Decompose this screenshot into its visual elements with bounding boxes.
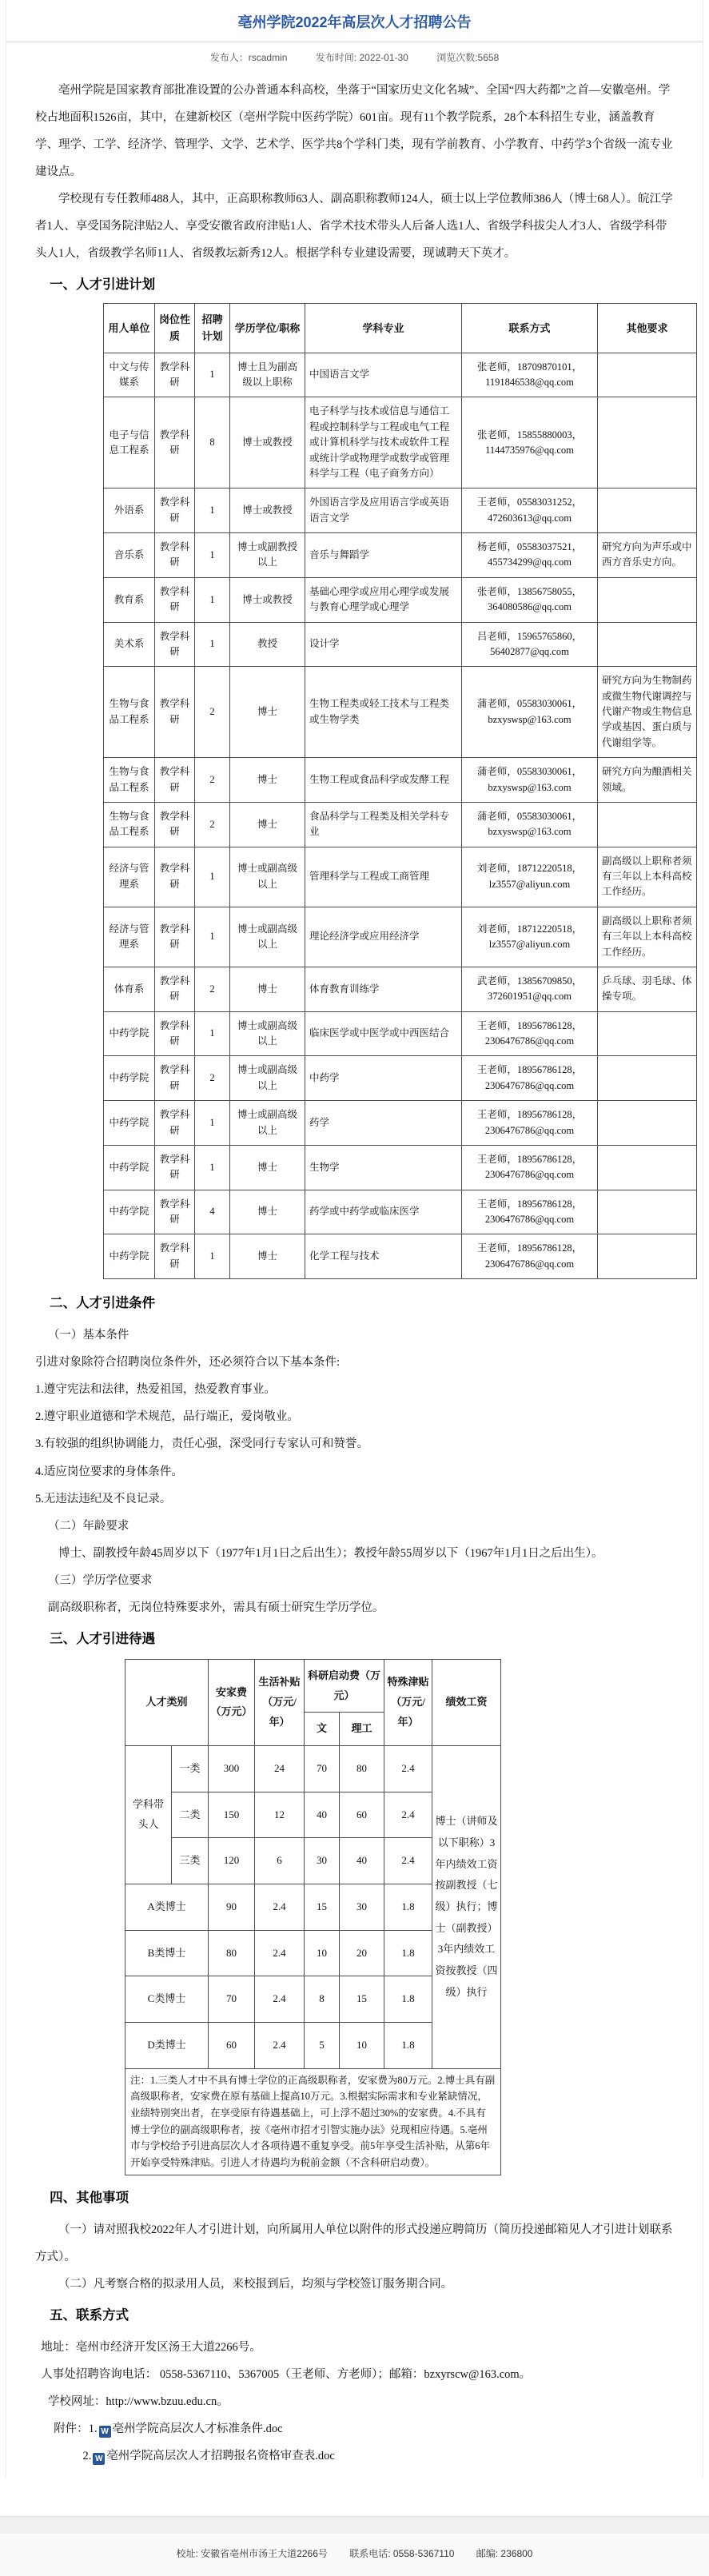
plan-cell-nature: 教学科研 [155,1145,195,1190]
plan-cell-degree: 博士或副高级以上 [230,1011,305,1056]
treatment-header-category: 人才类别 [125,1659,209,1745]
plan-header-other: 其他要求 [598,304,697,353]
condition-line: 3.有较强的组织协调能力，责任心强，深受同行专家认可和赞誉。 [35,1438,368,1451]
intro-paragraph-1: 亳州学院是国家教育部批准设置的公办普通本科高校，坐落于“国家历史文化名城”、全国“四大药都”之首—安徽亳州。学校占地面积1526亩，其中，在建新校区（亳州学院中医药学院）601亩。现有11个教学院系，28个本科招生专业，涵盖教育学、理学、工学、经济学、管理学、文学、艺术学、医学共8个学科门类，现有学前教育、小学教育、中药学3个省级一流专业建设点。 [35,84,673,179]
plan-row [104,622,697,667]
plan-cell-nature: 教学科研 [155,622,195,667]
condition-line: 2.遵守职业道德和学术规范，品行端正，爱岗敬业。 [35,1410,299,1424]
plan-cell-other: 副高级以上职称者须有三年以上本科高校工作经历。 [598,847,697,907]
plan-cell-nature: 教学科研 [155,353,195,397]
attachment-number: 1. [88,2422,98,2435]
treatment-cell-special: 1.8 [384,1976,432,2023]
treatment-cell-label: 二类 [172,1792,209,1838]
announcement-body [6,70,703,2470]
plan-cell-count: 1 [195,353,230,397]
announcement-page [6,0,703,2478]
treatment-cell-ligong: 10 [340,2023,384,2069]
plan-cell-degree: 博士 [230,967,305,1011]
treatment-cell-special: 2.4 [384,1838,432,1884]
plan-row [104,1234,697,1279]
treatment-cell-ligong: 15 [340,1976,384,2023]
section4-heading: 四、其他事项 [50,2190,129,2205]
plan-cell-nature: 教学科研 [155,1234,195,1279]
treatment-header-research: 科研启动费（万元） [305,1659,384,1712]
treatment-cell-living: 6 [255,1838,305,1884]
plan-cell-unit: 电子与信息工程系 [104,397,155,488]
plan-cell-count: 1 [195,1234,230,1279]
plan-cell-contact: 吕老师，15965765860，56402877@qq.com [462,622,598,667]
view-count-label: 浏览次数: [436,52,478,63]
publish-time-value: 2022-01-30 [359,52,408,63]
attachment-link-1[interactable]: 亳州学院高层次人才标准条件.doc [112,2422,283,2435]
plan-cell-other [598,802,697,847]
plan-cell-unit: 中药学院 [104,1190,155,1234]
treatment-cell-special: 1.8 [384,2023,432,2069]
section5-heading: 五、联系方式 [50,2307,129,2323]
plan-cell-contact: 王老师，18956786128，2306476786@qq.com [462,1190,598,1234]
treatment-cell-label: 一类 [172,1745,209,1792]
plan-cell-degree: 博士或副高级以上 [230,1101,305,1146]
plan-cell-count: 1 [195,577,230,622]
plan-cell-degree: 博士或副教授以上 [230,533,305,578]
page-title: 亳州学院2022年高层次人才招聘公告 [237,14,472,30]
attachment-number: 2. [82,2449,92,2462]
plan-cell-nature: 教学科研 [155,1101,195,1146]
plan-cell-count: 1 [195,1145,230,1190]
plan-cell-unit: 教育系 [104,577,155,622]
view-count-value: 5658 [477,52,500,63]
publisher [210,52,288,63]
treatment-cell-living: 2.4 [255,1884,305,1931]
treatment-cell-settling: 60 [209,2023,255,2069]
treatment-cell-living: 2.4 [255,1930,305,1976]
plan-cell-major: 生物工程或食品科学或发酵工程 [305,758,462,803]
plan-cell-unit: 音乐系 [104,533,155,578]
plan-cell-nature: 教学科研 [155,1190,195,1234]
plan-cell-other: 研究方向为酿酒相关领域。 [598,758,697,803]
treatment-header-merit: 绩效工资 [432,1659,501,1745]
plan-cell-contact: 蒲老师，05583030061，bzxyswsp@163.com [462,802,598,847]
plan-cell-nature: 教学科研 [155,1056,195,1101]
plan-header-unit: 用人单位 [104,304,155,353]
treatment-cell-wen: 30 [305,1838,340,1884]
plan-cell-unit: 经济与管理系 [104,847,155,907]
other-item: （一）请对照我校2022年人才引进计划，向所属用人单位以附件的形式投递应聘简历（简历投递邮箱见人才引进计划联系方式）。 [35,2223,673,2263]
treatment-cell-label: 三类 [172,1838,209,1884]
plan-header-contact: 联系方式 [462,304,598,353]
plan-cell-degree: 博士 [230,1145,305,1190]
footer-phone: 联系电话: 0558-5367110 [349,2548,455,2560]
view-count [436,52,499,63]
plan-header-nature: 岗位性质 [155,304,195,353]
plan-cell-nature: 教学科研 [155,1011,195,1056]
footer-address: 校址: 安徽省亳州市汤王大道2266号 [176,2548,328,2560]
condition-line: （一）基本条件 [47,1329,129,1342]
plan-cell-contact: 张老师，15855880003，1144735976@qq.com [462,397,598,488]
plan-cell-contact: 蒲老师，05583030061，bzxyswsp@163.com [462,758,598,803]
plan-cell-degree: 博士或教授 [230,488,305,533]
plan-cell-nature: 教学科研 [155,667,195,758]
treatment-cell-special: 1.8 [384,1930,432,1976]
plan-cell-contact: 张老师，18709870101，1191846538@qq.com [462,353,598,397]
plan-row [104,967,697,1011]
plan-cell-count: 1 [195,488,230,533]
publisher-value: rscadmin [248,52,288,63]
plan-header-count: 招聘计划 [195,304,230,353]
plan-cell-major: 临床医学或中医学或中西医结合 [305,1011,462,1056]
treatment-cell-settling: 70 [209,1976,255,2023]
treatment-cell-settling: 80 [209,1930,255,1976]
treatment-cell-wen: 8 [305,1976,340,2023]
plan-cell-other: 研究方向为声乐或中西方音乐史方向。 [598,533,697,578]
word-doc-icon: W [93,2453,105,2465]
plan-cell-major: 基础心理学或应用心理学或发展与教育心理学或心理学 [305,577,462,622]
treatment-cell-ligong: 20 [340,1930,384,1976]
treatment-cell-wen: 70 [305,1745,340,1792]
condition-line: 博士、副教授年龄45周岁以下（1977年1月1日之后出生）；教授年龄55周岁以下（1967年1月1日之后出生）。 [58,1546,603,1560]
plan-row [104,397,697,488]
treatment-cell-ligong: 40 [340,1838,384,1884]
treatment-header-row [125,1659,501,1712]
treatment-cell-ligong: 80 [340,1745,384,1792]
plan-row [104,1145,697,1190]
attachments-label: 附件： [54,2422,89,2435]
plan-cell-contact: 武老师，13856709850，372601951@qq.com [462,967,598,1011]
treatment-cell-living: 12 [255,1792,305,1838]
plan-table-body [104,353,697,1279]
plan-cell-degree: 教授 [230,622,305,667]
plan-cell-degree: 博士 [230,1190,305,1234]
plan-cell-unit: 生物与食品工程系 [104,758,155,803]
plan-cell-nature: 教学科研 [155,847,195,907]
plan-cell-contact: 王老师，18956786128，2306476786@qq.com [462,1056,598,1101]
plan-cell-other [598,353,697,397]
word-doc-icon: W [99,2426,111,2438]
plan-cell-count: 8 [195,397,230,488]
plan-cell-other [598,1056,697,1101]
treatment-cell-label: D类博士 [125,2023,209,2069]
plan-cell-unit: 外语系 [104,488,155,533]
plan-cell-unit: 体育系 [104,967,155,1011]
plan-cell-unit: 经济与管理系 [104,907,155,967]
treatment-cell-merit: 博士（讲师及以下职称）3年内绩效工资按副教授（七级）执行；博士（副教授）3年内绩效工资按教授（四级）执行 [432,1745,501,2068]
section2-heading: 二、人才引进条件 [50,1296,156,1311]
treatment-row [125,1745,501,1792]
treatment-cell-label: A类博士 [125,1884,209,1931]
plan-cell-unit: 生物与食品工程系 [104,802,155,847]
attachment-link-2[interactable]: 亳州学院高层次人才招聘报名资格审查表.doc [106,2449,335,2462]
treatment-cell-settling: 90 [209,1884,255,1931]
plan-cell-degree: 博士 [230,758,305,803]
treatment-note-row [125,2068,501,2175]
plan-cell-major: 生物学 [305,1145,462,1190]
plan-cell-unit: 中药学院 [104,1011,155,1056]
other-item: （二）凡考察合格的拟录用人员，来校报到后，均须与学校签订服务期合同。 [58,2277,452,2291]
plan-cell-nature: 教学科研 [155,533,195,578]
plan-cell-contact: 刘老师，18712220518，lz3557@aliyun.com [462,847,598,907]
treatment-cell-living: 2.4 [255,2023,305,2069]
plan-cell-contact: 王老师，18956786128，2306476786@qq.com [462,1011,598,1056]
plan-cell-unit: 美术系 [104,622,155,667]
publisher-label: 发布人： [209,52,249,63]
treatment-cell-wen: 15 [305,1884,340,1931]
treatment-cell-living: 24 [255,1745,305,1792]
treatment-cell-special: 2.4 [384,1792,432,1838]
attachment-row-2 [35,2442,674,2470]
plan-cell-unit: 中药学院 [104,1101,155,1146]
plan-cell-major: 电子科学与技术或信息与通信工程或控制科学与工程或电气工程或计算机科学与技术或软件工程或统计学或物理学或数学或管理科学与工程（电子商务方向） [305,397,462,488]
plan-cell-count: 2 [195,667,230,758]
treatment-cell-leader: 学科带头人 [125,1745,172,1884]
treatment-cell-label: C类博士 [125,1976,209,2023]
plan-cell-degree: 博士或教授 [230,577,305,622]
plan-cell-contact: 蒲老师，05583030061，bzxyswsp@163.com [462,667,598,758]
plan-cell-other [598,1011,697,1056]
plan-row [104,802,697,847]
plan-cell-count: 1 [195,533,230,578]
plan-cell-other [598,397,697,488]
treatment-cell-special: 1.8 [384,1884,432,1931]
plan-header-major: 学科专业 [305,304,462,353]
plan-cell-degree: 博士 [230,667,305,758]
plan-header-degree: 学历学位/职称 [230,304,305,353]
treatment-header-wen: 文 [305,1713,340,1746]
meta-bar [6,42,703,70]
plan-cell-degree: 博士 [230,802,305,847]
treatment-cell-ligong: 30 [340,1884,384,1931]
plan-row [104,1056,697,1101]
plan-cell-other [598,622,697,667]
treatment-cell-living: 2.4 [255,1976,305,2023]
plan-cell-major: 化学工程与技术 [305,1234,462,1279]
plan-header-row [104,304,697,353]
publish-time-label: 发布时间: [315,52,360,63]
plan-cell-degree: 博士 [230,1234,305,1279]
plan-cell-contact: 王老师，18956786128，2306476786@qq.com [462,1234,598,1279]
plan-cell-contact: 王老师，05583031252，472603613@qq.com [462,488,598,533]
plan-cell-contact: 王老师，18956786128，2306476786@qq.com [462,1101,598,1146]
contact-address-line: 地址：亳州市经济开发区汤王大道2266号。 [41,2340,261,2354]
treatment-cell-label: B类博士 [125,1930,209,1976]
plan-cell-count: 1 [195,847,230,907]
plan-cell-unit: 中药学院 [104,1234,155,1279]
plan-cell-other [598,1190,697,1234]
plan-cell-other: 乒乓球、羽毛球、体操专项。 [598,967,697,1011]
condition-line: 副高级职称者，无岗位特殊要求外，需具有硕士研究生学历学位。 [47,1601,384,1614]
plan-row [104,667,697,758]
footer-divider [0,2516,709,2534]
condition-line: （二）年龄要求 [47,1519,129,1533]
plan-cell-major: 设计学 [305,622,462,667]
plan-row [104,1011,697,1056]
plan-cell-nature: 教学科研 [155,907,195,967]
plan-cell-contact: 张老师，13856758055，364080586@qq.com [462,577,598,622]
plan-cell-contact: 刘老师，18712220518，lz3557@aliyun.com [462,907,598,967]
plan-cell-other [598,488,697,533]
plan-row [104,353,697,397]
condition-line: 引进对象除符合招聘岗位条件外，还必须符合以下基本条件: [35,1356,341,1370]
plan-cell-other: 研究方向为生物制药或微生物代谢调控与代谢产物或生物信息学或基因、蛋白质与代谢组学等。 [598,667,697,758]
treatment-cell-special: 2.4 [384,1745,432,1792]
treatment-note: 注：1.三类人才中不具有博士学位的正高级职称者，安家费为80万元。2.博士具有副高级职称者，安家费在原有基础上提高10万元。3.根据实际需求和专业紧缺情况，业绩特别突出者，在享受原有待遇基础上，可上浮不超过30%的安家费。4.不具有博士学位的副高级职称者，按《亳州市招才引智实施办法》兑现相应待遇。5.亳州市与学校给予引进高层次人才各项待遇不重复享受。前5年享受生活补贴，从第6年开始享受特殊津贴。引进人才待遇均为税前金额（不含科研启动费）。 [125,2068,501,2175]
plan-cell-major: 药学 [305,1101,462,1146]
treatment-header-special: 特殊津贴（万元/年） [384,1659,432,1745]
treatment-header-ligong: 理工 [340,1713,384,1746]
section1-heading: 一、人才引进计划 [50,277,156,293]
section3-heading: 三、人才引进待遇 [50,1631,156,1646]
intro-paragraph-2: 学校现有专任教师488人，其中，正高职称教师63人、副高职称教师124人，硕士以上学位教师386人（博士68人）。皖江学者1人、享受国务院津贴2人、享受安徽省政府津贴1人、省学术技术带头人后备人选1人、省级学科拔尖人才3人、省级学科带头人1人，省级教学名师11人、省级教坛新秀12人。根据学科专业建设需要，现诚聘天下英才。 [35,193,673,261]
treatment-cell-ligong: 60 [340,1792,384,1838]
condition-line: （三）学历学位要求 [47,1573,153,1587]
treatment-cell-settling: 150 [209,1792,255,1838]
plan-cell-major: 中药学 [305,1056,462,1101]
plan-cell-unit: 中药学院 [104,1145,155,1190]
page-footer [0,2534,709,2576]
plan-cell-major: 中国语言文学 [305,353,462,397]
plan-cell-count: 1 [195,1011,230,1056]
treatment-cell-wen: 40 [305,1792,340,1838]
plan-row [104,1101,697,1146]
plan-cell-other: 副高级以上职称者须有三年以上本科高校工作经历。 [598,907,697,967]
treatment-header-living: 生活补贴（万元/年） [255,1659,305,1745]
recruitment-plan-table [103,303,697,1279]
plan-cell-degree: 博士或教授 [230,397,305,488]
plan-cell-unit: 中药学院 [104,1056,155,1101]
plan-cell-degree: 博士或副高级以上 [230,1056,305,1101]
plan-cell-major: 外国语言学及应用语言学或英语语言文学 [305,488,462,533]
plan-cell-major: 音乐与舞蹈学 [305,533,462,578]
treatment-table [125,1659,501,2175]
treatment-cell-wen: 5 [305,2023,340,2069]
plan-cell-count: 2 [195,758,230,803]
plan-cell-count: 2 [195,1056,230,1101]
condition-line: 1.遵守宪法和法律，热爱祖国，热爱教育事业。 [35,1383,276,1397]
treatment-cell-settling: 300 [209,1745,255,1792]
plan-cell-major: 药学或中药学或临床医学 [305,1190,462,1234]
plan-cell-count: 2 [195,802,230,847]
plan-cell-major: 体育教育训练学 [305,967,462,1011]
plan-cell-nature: 教学科研 [155,488,195,533]
plan-cell-nature: 教学科研 [155,397,195,488]
plan-row [104,758,697,803]
plan-cell-nature: 教学科研 [155,758,195,803]
plan-cell-degree: 博士或副高级以上 [230,907,305,967]
plan-row [104,847,697,907]
plan-cell-other [598,577,697,622]
plan-cell-count: 1 [195,1101,230,1146]
plan-cell-major: 生物工程类或轻工技术与工程类或生物学类 [305,667,462,758]
contact-phone-line: 人事处招聘咨询电话： 0558-5367110、5367005（王老师、方老师）；邮箱：bzxyrscw@163.com。 [41,2367,532,2381]
plan-cell-count: 1 [195,907,230,967]
plan-cell-count: 4 [195,1190,230,1234]
plan-cell-major: 管理科学与工程或工商管理 [305,847,462,907]
plan-cell-unit: 生物与食品工程系 [104,667,155,758]
condition-line: 5.无违法违纪及不良记录。 [35,1492,172,1505]
treatment-cell-wen: 10 [305,1930,340,1976]
plan-cell-unit: 中文与传媒系 [104,353,155,397]
plan-row [104,488,697,533]
footer-zip: 邮编: 236800 [476,2548,533,2560]
contact-website-line: 学校网址：http://www.bzuu.edu.cn。 [47,2395,229,2408]
plan-cell-contact: 王老师，18956786128，2306476786@qq.com [462,1145,598,1190]
plan-cell-count: 1 [195,622,230,667]
publish-time [316,52,408,63]
treatment-header-settling: 安家费（万元） [209,1659,255,1745]
plan-row [104,907,697,967]
plan-cell-count: 2 [195,967,230,1011]
plan-cell-contact: 杨老师，05583037521，455734299@qq.com [462,533,598,578]
plan-cell-nature: 教学科研 [155,967,195,1011]
plan-row [104,1190,697,1234]
plan-cell-other [598,1145,697,1190]
plan-cell-degree: 博士且为副高级以上职称 [230,353,305,397]
treatment-cell-settling: 120 [209,1838,255,1884]
plan-row [104,577,697,622]
plan-cell-major: 食品科学与工程类及相关学科专业 [305,802,462,847]
plan-row [104,533,697,578]
plan-cell-nature: 教学科研 [155,802,195,847]
condition-line: 4.适应岗位要求的身体条件。 [35,1465,183,1478]
plan-cell-nature: 教学科研 [155,577,195,622]
plan-cell-other [598,1101,697,1146]
plan-cell-other [598,1234,697,1279]
plan-cell-major: 理论经济学或应用经济学 [305,907,462,967]
attachment-row-1 [35,2415,674,2442]
plan-cell-degree: 博士或副高级以上 [230,847,305,907]
